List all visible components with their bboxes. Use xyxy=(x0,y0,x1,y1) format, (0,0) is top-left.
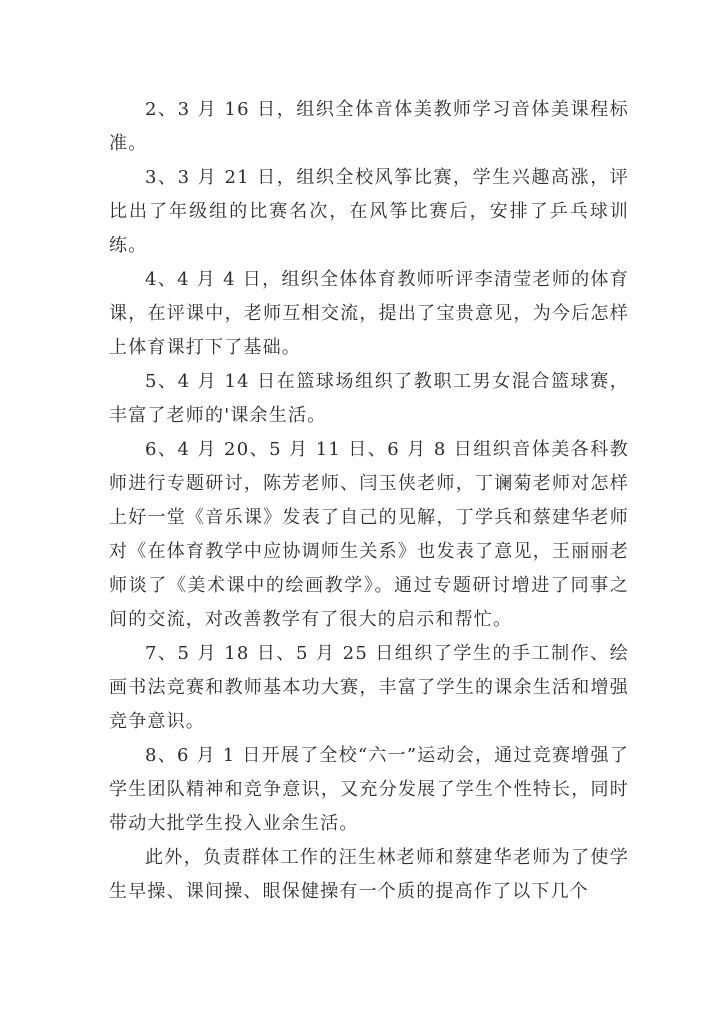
paragraph-item-3: 3、3 月 21 日，组织全校风筝比赛，学生兴趣高涨，评比出了年级组的比赛名次，在风筝比赛后，安排了乒乓球训练。 xyxy=(109,167,629,256)
paragraph-item-4: 4、4 月 4 日，组织全体体育教师听评李清莹老师的体育课，在评课中，老师互相交流，提出了宝贵意见，为今后怎样上体育课打下了基础。 xyxy=(109,269,629,358)
paragraph-item-5: 5、4 月 14 日在篮球场组织了教职工男女混合篮球赛，丰富了老师的'课余生活。 xyxy=(109,371,629,426)
paragraph-item-6: 6、4 月 20、5 月 11 日、6 月 8 日组织音体美各科教师进行专题研讨，陈芳老师、闫玉侠老师，丁谰菊老师对怎样上好一堂《音乐课》发表了自己的见解，丁学兵和蔡建华老师对《在体育教学中应协调师生关系》也发表了意见，王丽丽老师谈了《美术课中的绘画教学》。通过专题研讨增进了同事之间的交流，对改善教学有了很大的启示和帮忙。 xyxy=(109,439,629,630)
paragraph-item-7: 7、5 月 18 日、5 月 25 日组织了学生的手工制作、绘画书法竞赛和教师基本功大赛，丰富了学生的课余生活和增强竞争意识。 xyxy=(109,643,629,732)
paragraph-item-2: 2、3 月 16 日，组织全体音体美教师学习音体美课程标准。 xyxy=(109,99,629,154)
document-body xyxy=(109,93,629,909)
paragraph-item-8: 8、6 月 1 日开展了全校“六一”运动会，通过竞赛增强了学生团队精神和竞争意识，又充分发展了学生个性特长，同时带动大批学生投入业余生活。 xyxy=(109,745,629,834)
paragraph-additional-note: 此外，负责群体工作的汪生林老师和蔡建华老师为了使学生早操、课间操、眼保健操有一个质的提高作了以下几个 xyxy=(109,847,629,902)
